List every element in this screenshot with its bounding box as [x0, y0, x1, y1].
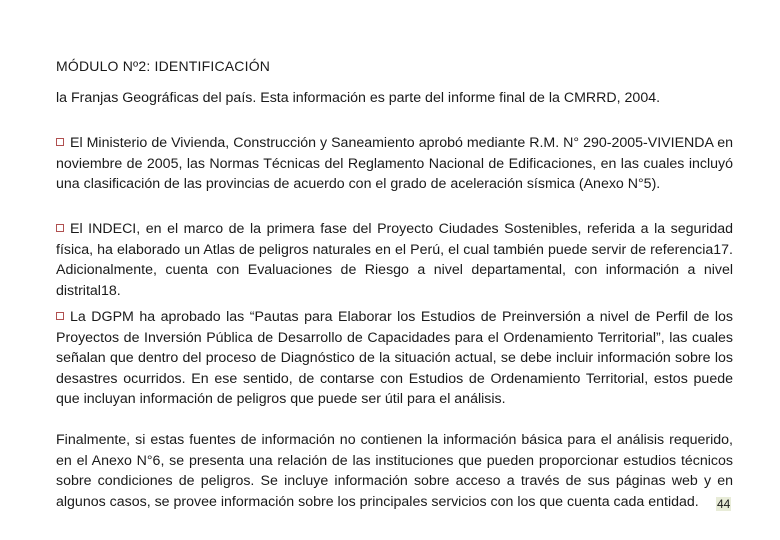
- paragraph-finalmente: [56, 430, 733, 512]
- paragraph-ministerio-vivienda: [56, 133, 733, 195]
- paragraph-text: El INDECI, en el marco de la primera fase del Proyecto Ciudades Sostenibles, referida a la seguridad física, ha elaborado un Atlas de peligros naturales en el Perú, el cual también puede servir de referencia17. Adicionalmente, cuenta con Evaluaciones de Riesgo a nivel departamental, con información a nivel distrital18.: [56, 221, 733, 299]
- paragraph-text: la Franjas Geográficas del país. Esta información es parte del informe final de la CMRRD, 2004.: [56, 90, 661, 106]
- paragraph-franjas: [56, 88, 733, 109]
- bullet-square-icon: [56, 138, 64, 146]
- paragraph-text: La DGPM ha aprobado las “Pautas para Elaborar los Estudios de Preinversión a nivel de Perfil de los Proyectos de Inversión Pública de Desarrollo de Capacidades para el Ordenamiento Territorial”, las cuales señalan que dentro del proceso de Diagnóstico de la situación actual, se debe incluir información sobre los desastres ocurridos. En ese sentido, de contarse con Estudios de Ordenamiento Territorial, estos puede que incluyan información de peligros que puede ser útil para el análisis.: [56, 309, 733, 407]
- paragraph-indeci: [56, 219, 733, 301]
- page-number: 44: [717, 497, 731, 511]
- bullet-square-icon: [56, 224, 64, 232]
- module-heading: MÓDULO Nº2: IDENTIFICACIÓN: [56, 58, 271, 74]
- bullet-square-icon: [56, 312, 64, 320]
- paragraph-dgpm: [56, 307, 733, 410]
- paragraph-text: El Ministerio de Vivienda, Construcción y Saneamiento aprobó mediante R.M. N° 290-2005-VIVIENDA en noviembre de 2005, las Normas Técnicas del Reglamento Nacional de Edificaciones, en las cuales incluyó una clasificación de las provincias de acuerdo con el grado de aceleración sísmica (Anexo N°5).: [56, 135, 733, 192]
- paragraph-text: Finalmente, si estas fuentes de información no contienen la información básica para el análisis requerido, en el Anexo N°6, se presenta una relación de las instituciones que pueden proporcionar estudios técnicos sobre condiciones de peligros. Se incluye información sobre acceso a través de sus páginas web y en algunos casos, se provee información sobre los principales servicios con los que cuenta cada entidad.: [56, 432, 733, 510]
